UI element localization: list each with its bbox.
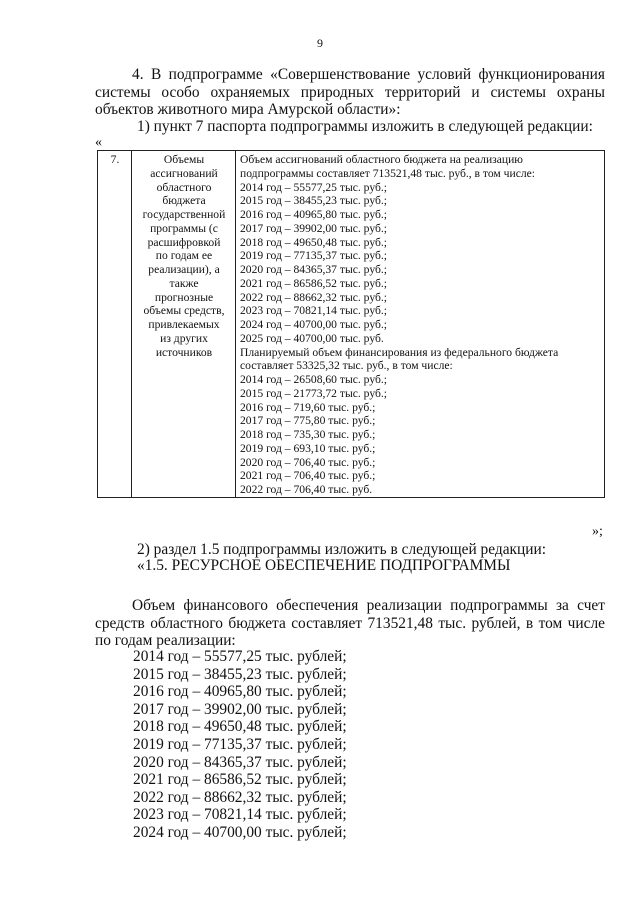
- year-line: 2023 год – 70821,14 тыс. рублей;: [133, 806, 347, 824]
- content-line: 2020 год – 706,40 тыс. руб.;: [240, 455, 376, 469]
- year-line: 2017 год – 39902,00 тыс. рублей;: [133, 700, 347, 718]
- paragraph-finance: Объем финансового обеспечения реализации подпрограммы за счет средств областного бюджета составляет 713521,48 тыс. рублей, в том числе по годам реализации:: [95, 597, 605, 650]
- content-line: 2018 год – 49650,48 тыс. руб.;: [240, 235, 387, 249]
- content-line: Планируемый объем финансирования из федерального бюджета: [240, 345, 559, 359]
- year-line: 2019 год – 77135,37 тыс. рублей;: [133, 735, 347, 753]
- content-line: 2019 год – 693,10 тыс. руб.;: [240, 441, 376, 455]
- name-line: источников: [155, 345, 213, 359]
- year-line: 2016 год – 40965,80 тыс. рублей;: [133, 683, 347, 701]
- name-line: программы (с: [150, 221, 218, 235]
- year-list: [133, 648, 347, 842]
- name-line: прогнозные: [154, 290, 214, 304]
- item-2-text: 2) раздел 1.5 подпрограммы изложить в следующей редакции:: [137, 541, 546, 558]
- content-line: 2021 год – 86586,52 тыс. руб.;: [240, 276, 387, 290]
- content-line: 2015 год – 38455,23 тыс. руб.;: [240, 194, 387, 208]
- name-line: по годам ее: [155, 249, 213, 263]
- name-line: из других: [160, 331, 208, 345]
- content-line: 2014 год – 26508,60 тыс. руб.;: [240, 373, 387, 386]
- name-line: также: [169, 276, 199, 290]
- name-line: привлекаемых: [148, 318, 220, 331]
- content-line: подпрограммы составляет 713521,48 тыс. руб., в том числе:: [240, 166, 535, 180]
- content-line: 2014 год – 55577,25 тыс. руб.;: [240, 180, 387, 194]
- content-line: 2019 год – 77135,37 тыс. руб.;: [240, 249, 387, 263]
- year-line: 2018 год – 49650,48 тыс. рублей;: [133, 718, 347, 736]
- year-line: 2020 год – 84365,37 тыс. рублей;: [133, 753, 347, 771]
- paragraph-4: 4. В подпрограмме «Совершенствование условий функционирования системы особо охраняемых природных территорий и системы охраны объектов животного мира Амурской области»:: [95, 66, 605, 119]
- content-line: 2016 год – 40965,80 тыс. руб.;: [240, 208, 387, 221]
- page-number: 9: [317, 36, 323, 50]
- year-line: 2022 год – 88662,32 тыс. рублей;: [133, 788, 347, 806]
- row-content-cell: [236, 151, 605, 498]
- year-line: 2024 год – 40700,00 тыс. рублей;: [133, 823, 347, 841]
- content-line: 2020 год – 84365,37 тыс. руб.;: [240, 263, 387, 276]
- section-title: «1.5. РЕСУРСНОЕ ОБЕСПЕЧЕНИЕ ПОДПРОГРАММЫ: [137, 557, 511, 574]
- content-line: 2016 год – 719,60 тыс. руб.;: [240, 400, 376, 414]
- content-line: 2023 год – 70821,14 тыс. руб.;: [240, 304, 387, 318]
- name-line: объемы средств,: [143, 304, 225, 318]
- year-line: 2014 год – 55577,25 тыс. рублей;: [133, 648, 347, 665]
- content-line: 2022 год – 88662,32 тыс. руб.;: [240, 290, 387, 304]
- closing-quote: »;: [592, 524, 603, 539]
- content-line: 2017 год – 39902,00 тыс. руб.;: [240, 221, 387, 235]
- passport-table: [97, 150, 605, 498]
- name-line: ассигнований: [150, 166, 218, 180]
- content-line: Объем ассигнований областного бюджета на реализацию: [240, 153, 523, 166]
- item-1-text: 1) пункт 7 паспорта подпрограммы изложить в следующей редакции:: [137, 118, 593, 135]
- opening-quote: «: [95, 135, 102, 150]
- content-line: 2018 год – 735,30 тыс. руб.;: [240, 428, 376, 441]
- content-line: 2022 год – 706,40 тыс. руб.: [240, 483, 373, 496]
- name-line: областного: [156, 180, 212, 194]
- table-row: [98, 151, 605, 498]
- year-line: 2021 год – 86586,52 тыс. рублей;: [133, 771, 347, 789]
- row-name-cell: [132, 151, 236, 498]
- content-line: 2024 год – 40700,00 тыс. руб.;: [240, 318, 387, 331]
- year-line: 2015 год – 38455,23 тыс. рублей;: [133, 665, 347, 683]
- name-line: реализации), а: [148, 263, 220, 276]
- name-line: бюджета: [162, 194, 206, 208]
- content-line: 2015 год – 21773,72 тыс. руб.;: [240, 386, 387, 400]
- row-number-cell: 7.: [98, 151, 132, 498]
- content-line: 2025 год – 40700,00 тыс. руб.: [240, 331, 384, 345]
- content-line: составляет 53325,32 тыс. руб., в том числе:: [240, 359, 453, 373]
- content-line: 2017 год – 775,80 тыс. руб.;: [240, 414, 376, 428]
- content-line: 2021 год – 706,40 тыс. руб.;: [240, 469, 376, 483]
- name-line: государственной: [142, 208, 226, 221]
- name-line: Объемы: [163, 153, 205, 166]
- name-line: расшифровкой: [147, 235, 221, 249]
